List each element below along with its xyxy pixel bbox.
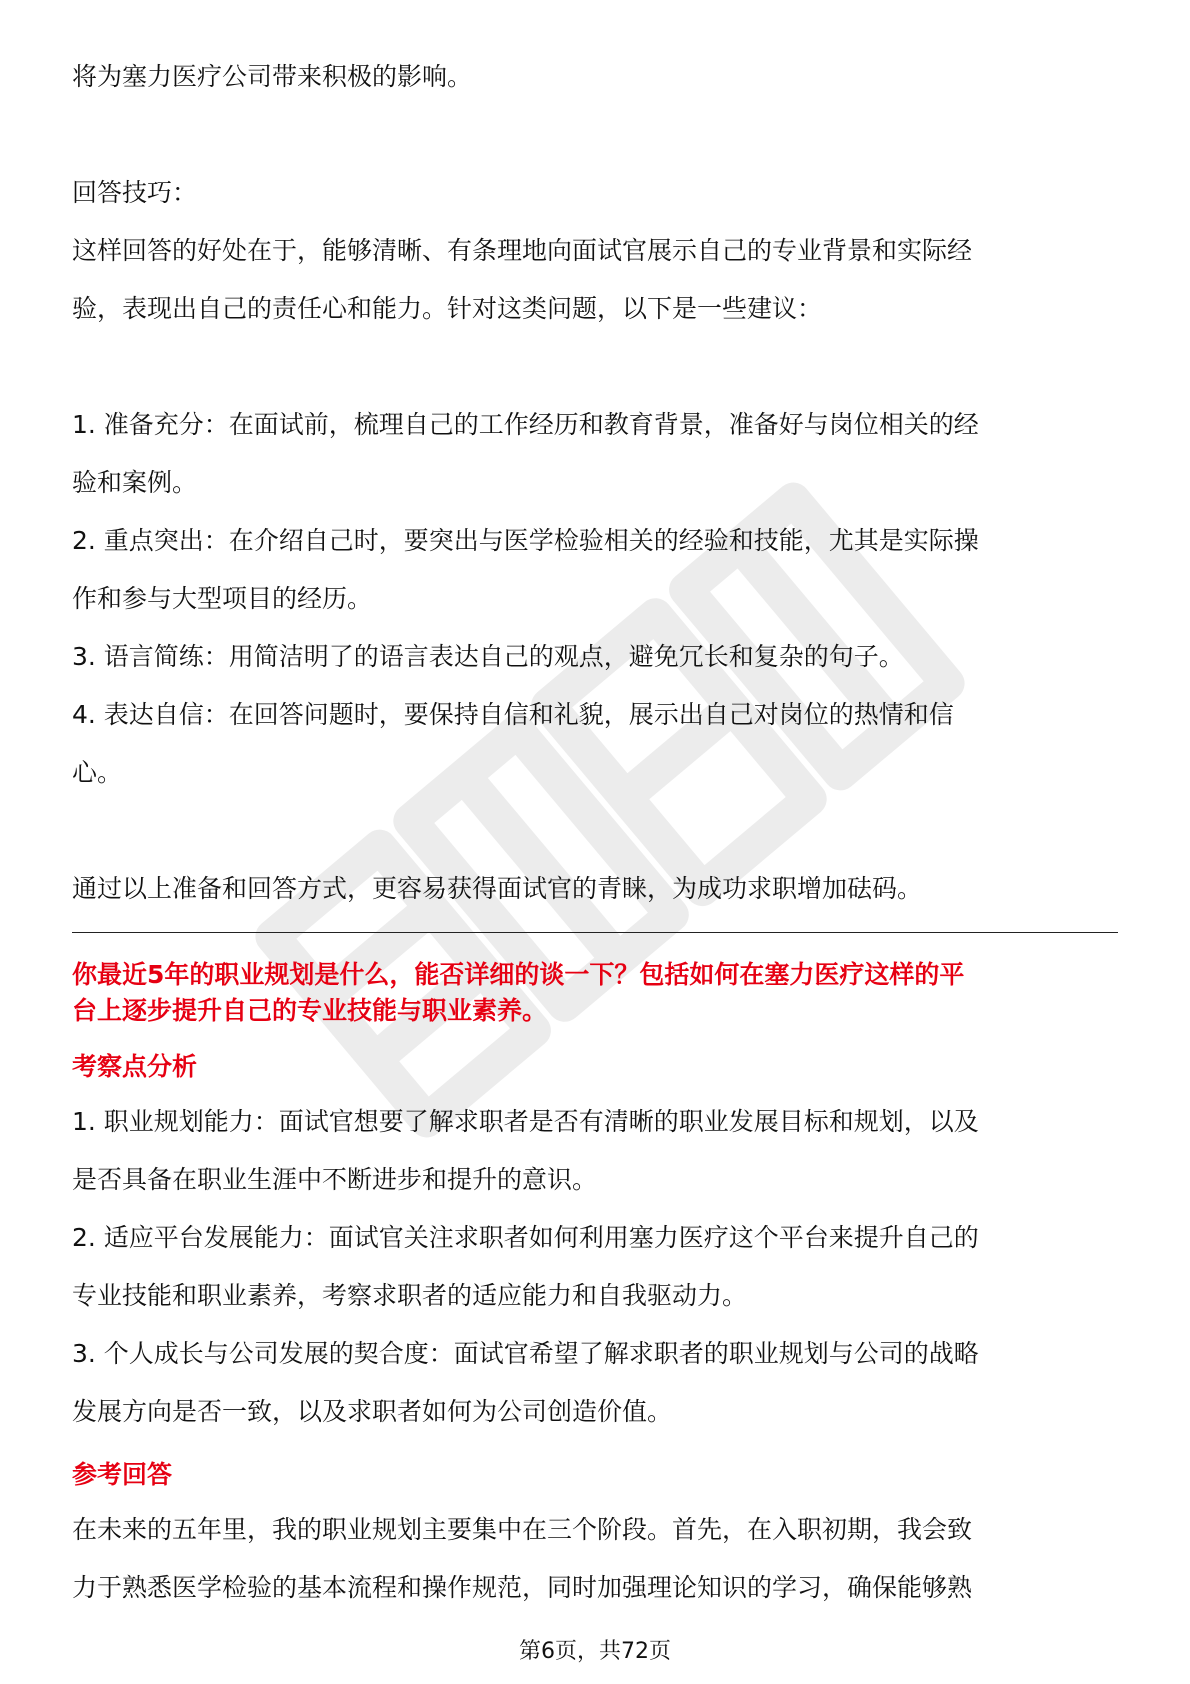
question-block <box>72 957 1118 1029</box>
list-item <box>72 686 1118 802</box>
tips-list <box>72 396 1118 802</box>
reference-heading: 参考回答 <box>72 1460 173 1489</box>
page-number: 第6页，共72页 <box>519 1639 671 1664</box>
list-item-line: 3. 语言简练：用简洁明了的语言表达自己的观点，避免冗长和复杂的句子。 <box>72 642 904 671</box>
analysis-list <box>72 1093 1118 1441</box>
list-item <box>72 628 1118 686</box>
list-item <box>72 1209 1118 1325</box>
page-content <box>72 48 1118 1617</box>
analysis-heading: 考察点分析 <box>72 1052 198 1081</box>
list-item-line: 3. 个人成长与公司发展的契合度：面试官希望了解求职者的职业规划与公司的战略 <box>72 1339 979 1368</box>
tips-intro-line: 验，表现出自己的责任心和能力。针对这类问题，以下是一些建议： <box>72 294 823 323</box>
list-item-line: 1. 职业规划能力：面试官想要了解求职者是否有清晰的职业发展目标和规划，以及 <box>72 1107 979 1136</box>
section-divider <box>72 932 1118 933</box>
question-line: 台上逐步提升自己的专业技能与职业素养。 <box>72 996 548 1025</box>
list-item-line: 发展方向是否一致，以及求职者如何为公司创造价值。 <box>72 1397 673 1426</box>
list-item <box>72 1093 1118 1209</box>
list-item-line: 2. 重点突出：在介绍自己时，要突出与医学检验相关的经验和技能，尤其是实际操 <box>72 526 979 555</box>
list-item <box>72 396 1118 512</box>
list-item-line: 专业技能和职业素养，考察求职者的适应能力和自我驱动力。 <box>72 1281 748 1310</box>
list-item-line: 心。 <box>72 758 123 787</box>
paragraph-continuation: 将为塞力医疗公司带来积极的影响。 <box>72 62 473 91</box>
tips-intro-line: 这样回答的好处在于，能够清晰、有条理地向面试官展示自己的专业背景和实际经 <box>72 236 973 265</box>
list-item <box>72 1325 1118 1441</box>
reference-line: 力于熟悉医学检验的基本流程和操作规范，同时加强理论知识的学习，确保能够熟 <box>72 1573 973 1602</box>
tips-conclusion: 通过以上准备和回答方式，更容易获得面试官的青睐，为成功求职增加砝码。 <box>72 874 923 903</box>
list-item-line: 4. 表达自信：在回答问题时，要保持自信和礼貌，展示出自己对岗位的热情和信 <box>72 700 954 729</box>
tips-heading: 回答技巧： <box>72 178 198 207</box>
list-item-line: 验和案例。 <box>72 468 198 497</box>
list-item-line: 2. 适应平台发展能力：面试官关注求职者如何利用塞力医疗这个平台来提升自己的 <box>72 1223 979 1252</box>
list-item-line: 是否具备在职业生涯中不断进步和提升的意识。 <box>72 1165 598 1194</box>
list-item-line: 1. 准备充分：在面试前，梳理自己的工作经历和教育背景，准备好与岗位相关的经 <box>72 410 979 439</box>
list-item <box>72 512 1118 628</box>
list-item-line: 作和参与大型项目的经历。 <box>72 584 373 613</box>
reference-line: 在未来的五年里，我的职业规划主要集中在三个阶段。首先，在入职初期，我会致 <box>72 1515 973 1544</box>
question-line: 你最近5年的职业规划是什么，能否详细的谈一下？包括如何在塞力医疗这样的平 <box>72 960 965 989</box>
